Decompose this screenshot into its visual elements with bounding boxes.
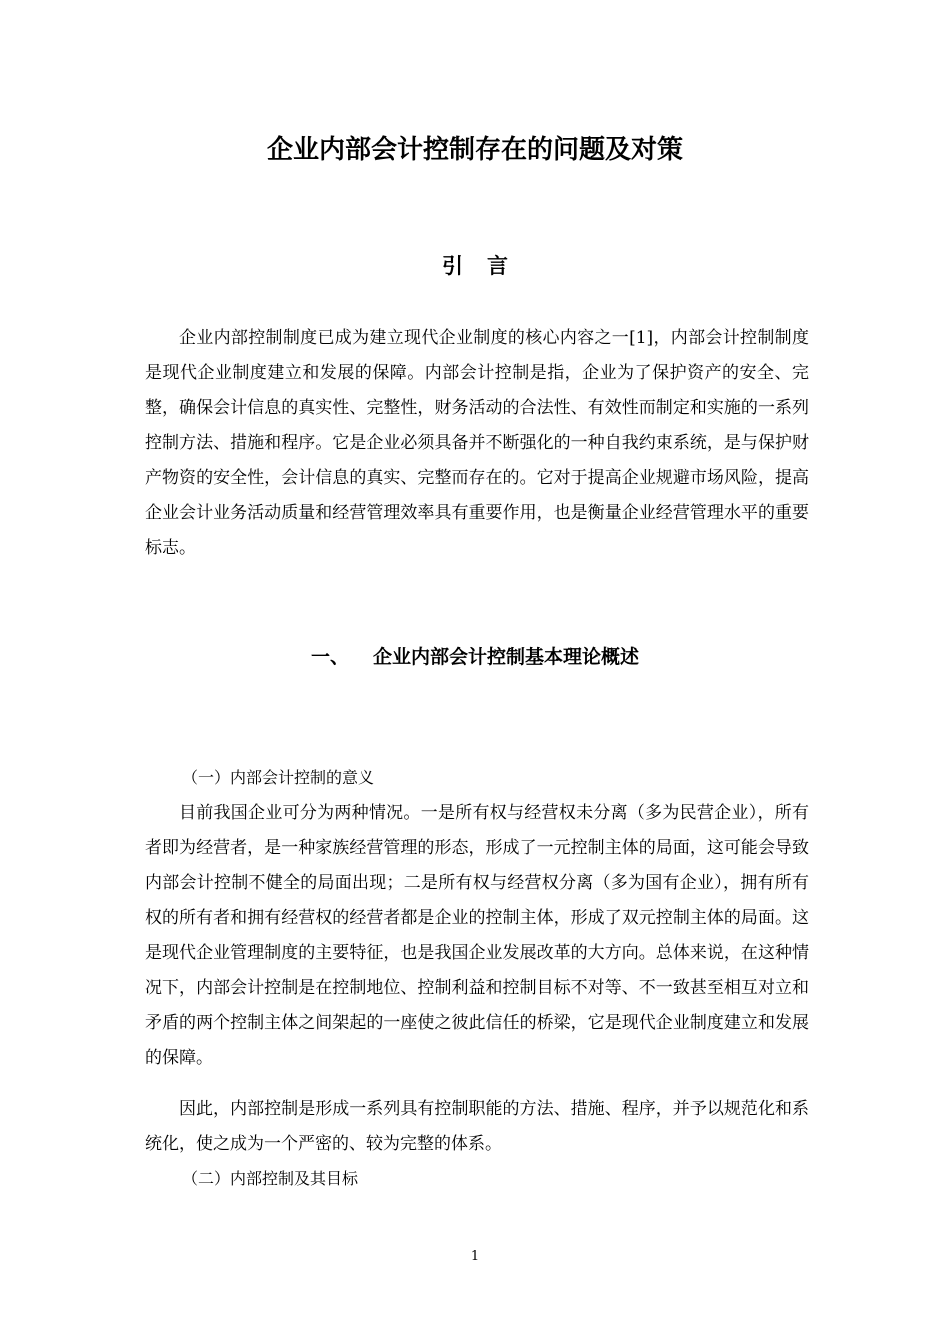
section-number: 一、 [310, 646, 349, 668]
section-heading [0, 640, 950, 674]
intro-heading: 引言 [442, 254, 532, 278]
subsection-heading-objectives: （二）内部控制及其目标 [182, 1169, 359, 1188]
section-title: 企业内部会计控制基本理论概述 [373, 646, 640, 668]
document-title: 企业内部会计控制存在的问题及对策 [266, 135, 683, 165]
summary-paragraph: 因此，内部控制是形成一系列具有控制职能的方法、措施、程序，并予以规范化和系统化，使之成为一个严密的、较为完整的体系。 [145, 1099, 809, 1154]
intro-paragraph: 企业内部控制制度已成为建立现代企业制度的核心内容之一[1]，内部会计控制制度是现代企业制度建立和发展的保障。内部会计控制是指，企业为了保护资产的安全、完整，确保会计信息的真实性、完整性，财务活动的合法性、有效性而制定和实施的一系列控制方法、措施和程序。它是企业必须具备并不断强化的一种自我约束系统，是与保护财产物资的安全性，会计信息的真实、完整而存在的。它对于提高企业规避市场风险，提高企业会计业务活动质量和经营管理效率具有重要作用，也是衡量企业经营管理水平的重要标志。 [145, 328, 809, 558]
meaning-paragraph: 目前我国企业可分为两种情况。一是所有权与经营权未分离（多为民营企业），所有者即为经营者，是一种家族经营管理的形态，形成了一元控制主体的局面，这可能会导致内部会计控制不健全的局面出现；二是所有权与经营权分离（多为国有企业），拥有所有权的所有者和拥有经营权的经营者都是企业的控制主体，形成了双元控制主体的局面。这是现代企业管理制度的主要特征，也是我国企业发展改革的大方向。总体来说，在这种情况下，内部会计控制是在控制地位、控制利益和控制目标不对等、不一致甚至相互对立和矛盾的两个控制主体之间架起的一座使之彼此信任的桥梁，它是现代企业制度建立和发展的保障。 [145, 803, 809, 1068]
page-number: 1 [470, 1249, 480, 1264]
subsection-heading-meaning: （一）内部会计控制的意义 [182, 768, 375, 787]
